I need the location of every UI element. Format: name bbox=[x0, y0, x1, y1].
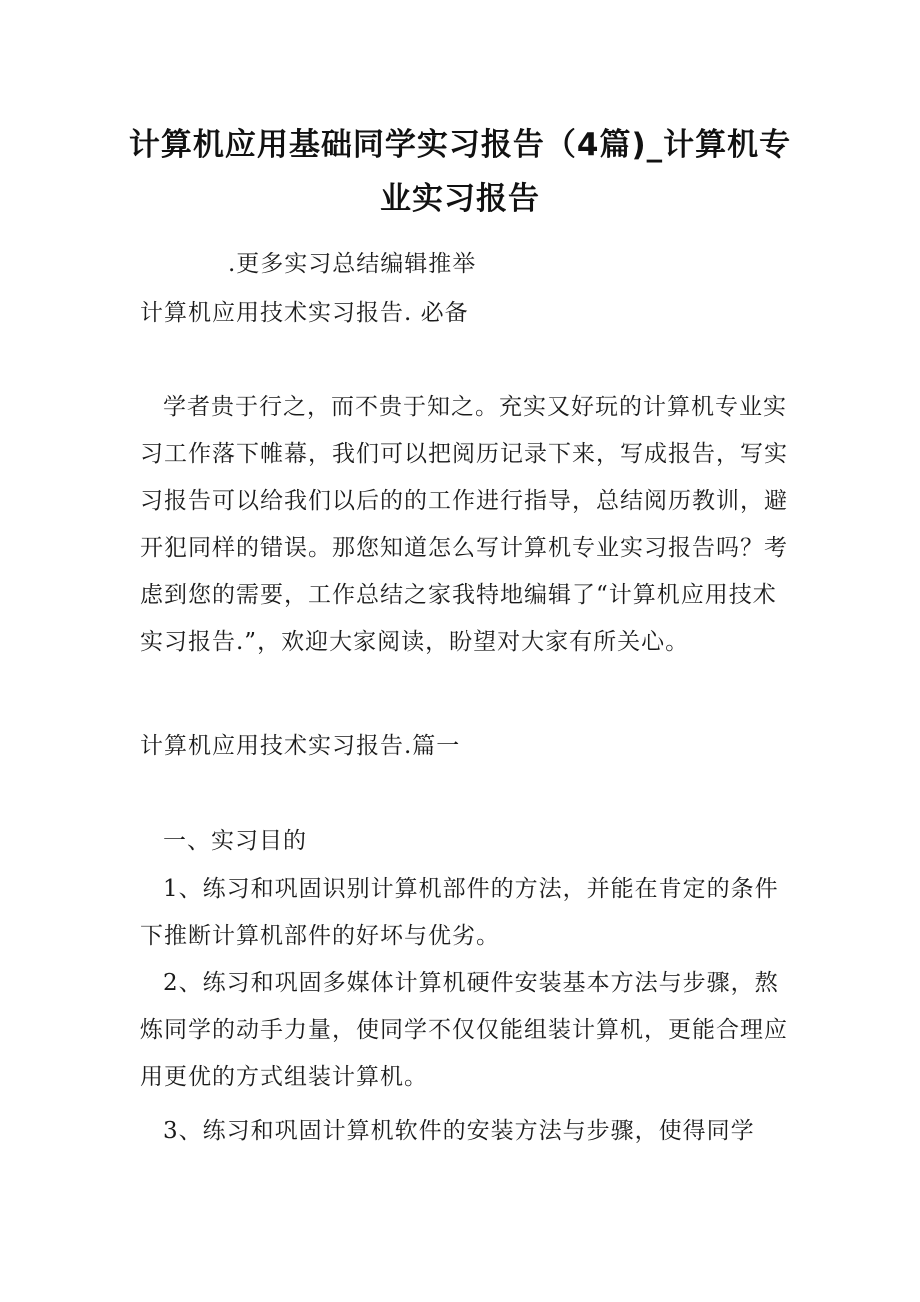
document-title: 计算机应用基础同学实习报告（4篇)_计算机专业实习报告 bbox=[128, 127, 792, 217]
list-item: 1、练习和巩固识别计算机部件的方法，并能在肯定的条件下推断计算机部件的好坏与优劣。 bbox=[140, 876, 779, 949]
section-title: 计算机应用技术实习报告.篇一 bbox=[140, 733, 461, 759]
related-link[interactable]: 计算机应用技术实习报告. 必备 bbox=[140, 300, 469, 326]
heading-purpose: 一、实习目的 bbox=[163, 828, 307, 854]
list-item: 3、练习和巩固计算机软件的安装方法与步骤，使得同学 bbox=[163, 1118, 755, 1144]
list-item: 2、练习和巩固多媒体计算机硬件安装基本方法与步骤，熬炼同学的动手力量，使同学不仅仅能组装计算机，更能合理应用更优的方式组装计算机。 bbox=[140, 970, 788, 1090]
intro-paragraph: 学者贵于行之，而不贵于知之。充实又好玩的计算机专业实习工作落下帷幕，我们可以把阅历记录下来，写成报告，写实习报告可以给我们以后的的工作进行指导，总结阅历教训，避开犯同样的错误。那您知道怎么写计算机专业实习报告吗？考虑到您的需要，工作总结之家我特地编辑了“计算机应用技术实习报告.”，欢迎大家阅读，盼望对大家有所关心。 bbox=[140, 394, 788, 655]
recommend-line: .更多实习总结编辑推举 bbox=[228, 251, 477, 277]
